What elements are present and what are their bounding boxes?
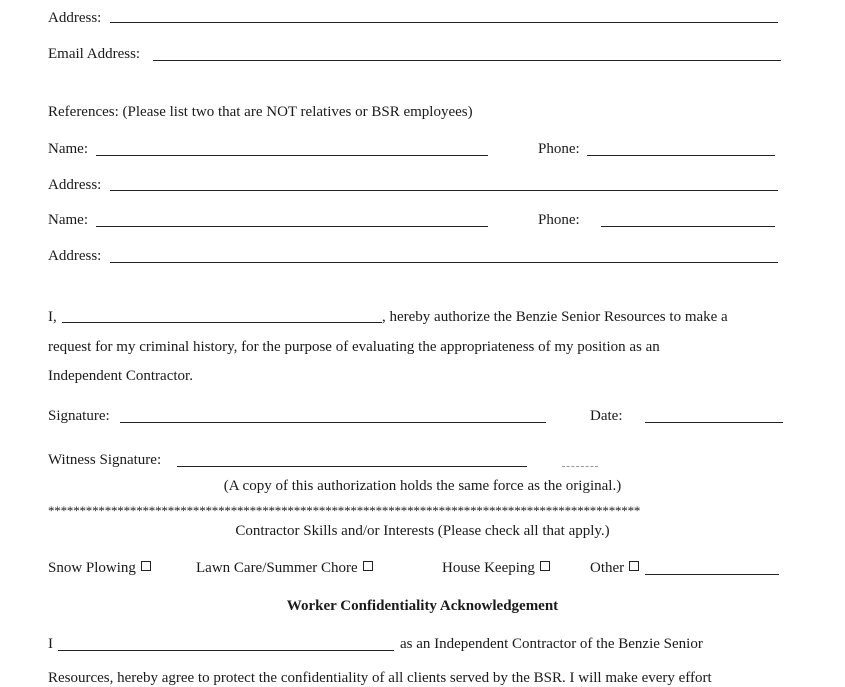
email-label: Email Address: [48, 46, 141, 62]
reference-1-name-field[interactable] [96, 155, 488, 156]
reference-2-address-field[interactable] [110, 262, 778, 263]
references-heading: References: (Please list two that are NOT relatives or BSR employees) [48, 104, 473, 120]
skill-option-lawn-care[interactable] [196, 559, 373, 577]
asterisk-divider: ********************************************************************************************** [48, 503, 641, 518]
reference-1-address-field[interactable] [110, 190, 778, 191]
reference-1-phone-field[interactable] [587, 155, 775, 156]
reference-2-phone-field[interactable] [601, 226, 775, 227]
reference-2-name-field[interactable] [96, 226, 488, 227]
address-field[interactable] [110, 22, 778, 23]
confidentiality-i-label: I [48, 636, 53, 652]
skill-label: Lawn Care/Summer Chore [196, 560, 358, 576]
reference-1-address-label: Address: [48, 177, 102, 193]
other-skill-field[interactable] [645, 574, 779, 575]
checkbox-icon[interactable] [141, 561, 151, 571]
witness-signature-label: Witness Signature: [48, 452, 162, 468]
date-label: Date: [590, 408, 623, 424]
skill-label: House Keeping [442, 560, 535, 576]
witness-signature-field[interactable] [177, 466, 527, 467]
confidentiality-heading: Worker Confidentiality Acknowledgement [286, 598, 559, 614]
reference-2-name-label: Name: [48, 212, 88, 228]
reference-2-address-label: Address: [48, 248, 102, 264]
reference-1-name-label: Name: [48, 141, 88, 157]
authorization-line2: request for my criminal history, for the purpose of evaluating the appropriateness of my position as an [48, 339, 660, 355]
email-field[interactable] [153, 60, 781, 61]
reference-2-phone-label: Phone: [538, 212, 580, 228]
signature-field[interactable] [120, 422, 546, 423]
authorization-name-field[interactable] [62, 322, 382, 323]
skill-option-house-keeping[interactable] [442, 559, 550, 577]
authorization-line3: Independent Contractor. [48, 368, 193, 384]
skill-label: Snow Plowing [48, 560, 136, 576]
authorization-line1: , hereby authorize the Benzie Senior Resources to make a [382, 309, 728, 325]
checkbox-icon[interactable] [363, 561, 373, 571]
copy-note: (A copy of this authorization holds the same force as the original.) [223, 478, 622, 494]
skill-label: Other [590, 560, 625, 576]
address-label: Address: [48, 10, 102, 26]
confidentiality-line1: as an Independent Contractor of the Benzie Senior [400, 636, 703, 652]
authorization-i-label: I, [48, 309, 57, 325]
checkbox-icon[interactable] [540, 561, 550, 571]
reference-1-phone-label: Phone: [538, 141, 580, 157]
checkbox-icon[interactable] [629, 561, 639, 571]
skill-option-snow-plowing[interactable] [48, 559, 151, 577]
witness-date-field[interactable] [562, 466, 598, 467]
skill-option-other[interactable] [590, 559, 639, 577]
date-field[interactable] [645, 422, 783, 423]
skills-heading: Contractor Skills and/or Interests (Please check all that apply.) [235, 523, 610, 539]
signature-label: Signature: [48, 408, 110, 424]
confidentiality-line2: Resources, hereby agree to protect the confidentiality of all clients served by the BSR. I will make every effort [48, 670, 712, 686]
confidentiality-name-field[interactable] [58, 650, 394, 651]
